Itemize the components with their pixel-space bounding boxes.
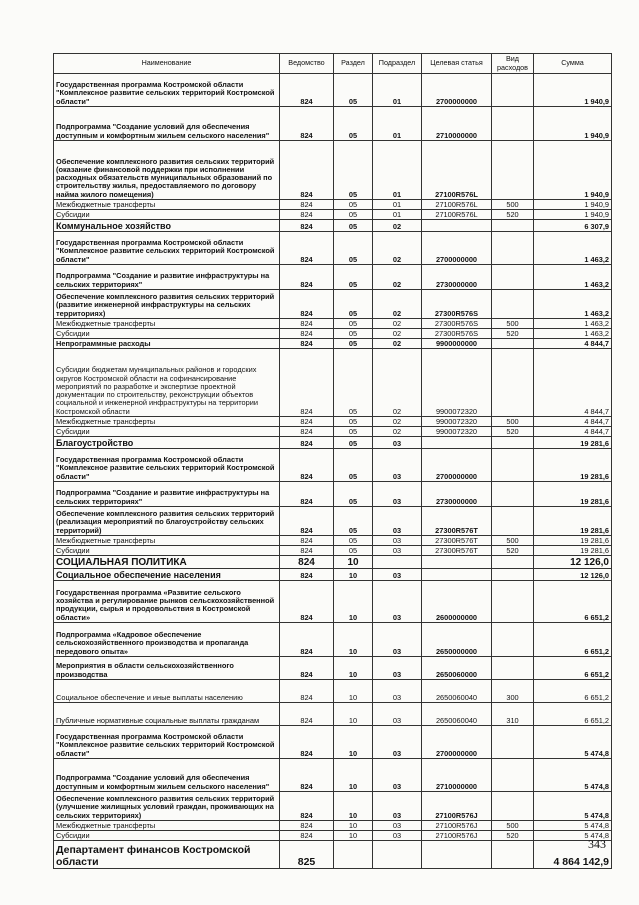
cell-name: Обеспечение комплексного развития сельских территорий (реализация мероприятий по благоустройству сельских территорий) <box>54 507 280 536</box>
cell-razdel: 10 <box>334 726 373 759</box>
cell-vedomstvo: 824 <box>280 507 334 536</box>
cell-name: Субсидии <box>54 427 280 437</box>
cell-podrazdel: 01 <box>373 210 422 220</box>
cell-statya <box>422 569 492 581</box>
cell-vedomstvo: 824 <box>280 726 334 759</box>
cell-podrazdel: 02 <box>373 290 422 319</box>
cell-statya: 9900072320 <box>422 417 492 427</box>
cell-statya: 2650060040 <box>422 703 492 726</box>
cell-vedomstvo: 824 <box>280 703 334 726</box>
cell-vid <box>492 556 534 569</box>
cell-razdel: 10 <box>334 680 373 703</box>
cell-statya <box>422 841 492 869</box>
cell-razdel: 05 <box>334 200 373 210</box>
cell-summa: 4 844,7 <box>534 427 612 437</box>
cell-name: Подпрограмма «Кадровое обеспечение сельскохозяйственного производства и пропаганда передового опыта» <box>54 623 280 657</box>
cell-razdel: 10 <box>334 657 373 680</box>
cell-vid: 500 <box>492 319 534 329</box>
table-body <box>54 74 612 869</box>
cell-vid: 520 <box>492 427 534 437</box>
cell-vedomstvo: 824 <box>280 141 334 200</box>
cell-vedomstvo: 824 <box>280 210 334 220</box>
cell-vid <box>492 623 534 657</box>
cell-name: Подпрограмма "Создание и развитие инфраструктуры на сельских территориях" <box>54 265 280 290</box>
cell-vedomstvo: 824 <box>280 107 334 141</box>
cell-summa: 19 281,6 <box>534 449 612 482</box>
cell-statya <box>422 220 492 232</box>
cell-vedomstvo: 824 <box>280 831 334 841</box>
cell-summa: 19 281,6 <box>534 546 612 556</box>
cell-name: Межбюджетные трансферты <box>54 417 280 427</box>
cell-vid <box>492 482 534 507</box>
table-row <box>54 265 612 290</box>
cell-summa: 1 940,9 <box>534 200 612 210</box>
cell-razdel: 05 <box>334 265 373 290</box>
cell-summa: 5 474,8 <box>534 821 612 831</box>
cell-summa: 6 651,2 <box>534 623 612 657</box>
cell-podrazdel: 01 <box>373 200 422 210</box>
cell-name: Социальное обеспечение населения <box>54 569 280 581</box>
cell-vid <box>492 507 534 536</box>
cell-vid <box>492 107 534 141</box>
cell-podrazdel: 01 <box>373 74 422 107</box>
cell-name: Субсидии <box>54 329 280 339</box>
cell-podrazdel: 02 <box>373 265 422 290</box>
table-row <box>54 831 612 841</box>
cell-statya: 2700000000 <box>422 449 492 482</box>
cell-name: Государственная программа «Развитие сельского хозяйства и регулирование рынков сельскохозяйственной продукции, сырья и продовольствия в Костромской области» <box>54 581 280 623</box>
table-row <box>54 329 612 339</box>
cell-name: Социальное обеспечение и иные выплаты населению <box>54 680 280 703</box>
cell-razdel: 05 <box>334 449 373 482</box>
cell-razdel: 10 <box>334 703 373 726</box>
cell-podrazdel <box>373 841 422 869</box>
cell-statya: 27100R576L <box>422 210 492 220</box>
table-row <box>54 726 612 759</box>
cell-summa: 1 463,2 <box>534 329 612 339</box>
cell-statya: 2650060000 <box>422 657 492 680</box>
table-row <box>54 232 612 265</box>
cell-vid <box>492 141 534 200</box>
table-row <box>54 821 612 831</box>
cell-vedomstvo: 824 <box>280 657 334 680</box>
cell-name: СОЦИАЛЬНАЯ ПОЛИТИКА <box>54 556 280 569</box>
cell-razdel: 05 <box>334 210 373 220</box>
cell-razdel: 05 <box>334 329 373 339</box>
cell-vedomstvo: 824 <box>280 329 334 339</box>
cell-vedomstvo: 824 <box>280 232 334 265</box>
cell-summa: 1 940,9 <box>534 210 612 220</box>
cell-podrazdel: 03 <box>373 623 422 657</box>
cell-vid <box>492 792 534 821</box>
cell-vid: 300 <box>492 680 534 703</box>
cell-podrazdel: 03 <box>373 546 422 556</box>
cell-summa: 6 651,2 <box>534 657 612 680</box>
cell-podrazdel: 03 <box>373 449 422 482</box>
cell-statya: 2700000000 <box>422 726 492 759</box>
table-row <box>54 200 612 210</box>
cell-vedomstvo: 824 <box>280 759 334 792</box>
table-row <box>54 417 612 427</box>
cell-razdel: 05 <box>334 220 373 232</box>
cell-name: Межбюджетные трансферты <box>54 319 280 329</box>
cell-vid <box>492 581 534 623</box>
cell-summa: 5 474,8 <box>534 759 612 792</box>
table-row <box>54 349 612 417</box>
cell-statya: 2730000000 <box>422 265 492 290</box>
cell-statya <box>422 556 492 569</box>
cell-podrazdel: 03 <box>373 680 422 703</box>
cell-razdel: 10 <box>334 623 373 657</box>
cell-vid: 500 <box>492 417 534 427</box>
cell-name: Субсидии <box>54 210 280 220</box>
cell-name: Государственная программа Костромской области "Комплексное развитие сельских территорий Костромской области" <box>54 74 280 107</box>
cell-razdel: 05 <box>334 232 373 265</box>
cell-statya: 27300R576T <box>422 546 492 556</box>
cell-podrazdel: 02 <box>373 232 422 265</box>
header-summa: Сумма <box>534 54 612 74</box>
cell-vedomstvo: 824 <box>280 339 334 349</box>
cell-razdel: 05 <box>334 349 373 417</box>
cell-statya: 27300R576S <box>422 329 492 339</box>
table-row <box>54 482 612 507</box>
cell-podrazdel: 03 <box>373 581 422 623</box>
cell-summa: 12 126,0 <box>534 556 612 569</box>
cell-podrazdel: 03 <box>373 507 422 536</box>
cell-summa: 19 281,6 <box>534 437 612 449</box>
cell-podrazdel: 03 <box>373 831 422 841</box>
cell-razdel: 10 <box>334 792 373 821</box>
cell-statya: 2600000000 <box>422 581 492 623</box>
table-row <box>54 290 612 319</box>
header-podrazdel: Подраздел <box>373 54 422 74</box>
cell-vedomstvo: 824 <box>280 821 334 831</box>
cell-vedomstvo: 824 <box>280 623 334 657</box>
cell-summa: 19 281,6 <box>534 482 612 507</box>
cell-vedomstvo: 824 <box>280 792 334 821</box>
cell-vedomstvo: 824 <box>280 569 334 581</box>
cell-summa: 1 463,2 <box>534 232 612 265</box>
cell-summa: 6 651,2 <box>534 703 612 726</box>
cell-summa: 6 651,2 <box>534 581 612 623</box>
cell-name: Субсидии бюджетам муниципальных районов и городских округов Костромской области на софинансирование мероприятий по разработке и экспертизе проектной документации по строительству, реконструкции объектов социальной и инженерной инфраструктуры на территории Костромской области <box>54 349 280 417</box>
cell-razdel: 05 <box>334 141 373 200</box>
cell-vid <box>492 220 534 232</box>
cell-podrazdel: 02 <box>373 329 422 339</box>
cell-razdel: 05 <box>334 507 373 536</box>
cell-vedomstvo: 824 <box>280 536 334 546</box>
cell-podrazdel: 03 <box>373 703 422 726</box>
cell-name: Коммунальное хозяйство <box>54 220 280 232</box>
cell-razdel: 10 <box>334 556 373 569</box>
header-statya: Целевая статья <box>422 54 492 74</box>
cell-statya: 2710000000 <box>422 107 492 141</box>
cell-summa: 1 940,9 <box>534 107 612 141</box>
cell-statya: 27300R576S <box>422 290 492 319</box>
cell-summa: 6 651,2 <box>534 680 612 703</box>
cell-name: Государственная программа Костромской области "Комплексное развитие сельских территорий Костромской области" <box>54 449 280 482</box>
table-row <box>54 74 612 107</box>
table-row <box>54 107 612 141</box>
cell-name: Департамент финансов Костромской области <box>54 841 280 869</box>
cell-name: Субсидии <box>54 546 280 556</box>
cell-statya: 2700000000 <box>422 74 492 107</box>
cell-summa: 6 307,9 <box>534 220 612 232</box>
cell-podrazdel: 02 <box>373 427 422 437</box>
cell-name: Непрограммные расходы <box>54 339 280 349</box>
cell-vid <box>492 841 534 869</box>
cell-vedomstvo: 824 <box>280 581 334 623</box>
cell-vedomstvo: 824 <box>280 556 334 569</box>
cell-vid: 310 <box>492 703 534 726</box>
cell-vid <box>492 349 534 417</box>
cell-vedomstvo: 824 <box>280 319 334 329</box>
cell-name: Межбюджетные трансферты <box>54 200 280 210</box>
cell-razdel: 10 <box>334 569 373 581</box>
cell-vedomstvo: 824 <box>280 265 334 290</box>
cell-razdel: 05 <box>334 546 373 556</box>
cell-name: Публичные нормативные социальные выплаты гражданам <box>54 703 280 726</box>
cell-vid <box>492 339 534 349</box>
table-row <box>54 507 612 536</box>
cell-vedomstvo: 824 <box>280 74 334 107</box>
table-row <box>54 449 612 482</box>
cell-vedomstvo: 824 <box>280 349 334 417</box>
cell-razdel: 05 <box>334 339 373 349</box>
cell-razdel: 10 <box>334 581 373 623</box>
table-row <box>54 210 612 220</box>
cell-vedomstvo: 824 <box>280 482 334 507</box>
cell-vedomstvo: 824 <box>280 290 334 319</box>
page-number: 343 <box>588 837 606 851</box>
cell-vid <box>492 657 534 680</box>
table-row <box>54 546 612 556</box>
cell-vid <box>492 759 534 792</box>
cell-name: Обеспечение комплексного развития сельских территорий (оказание финансовой поддержки при исполнении расходных обязательств муниципальных образований по строительству жилья, предоставляемого по договору найма жилого помещения) <box>54 141 280 200</box>
cell-razdel: 05 <box>334 482 373 507</box>
header-name: Наименование <box>54 54 280 74</box>
cell-name: Межбюджетные трансферты <box>54 821 280 831</box>
table-row <box>54 623 612 657</box>
table-row <box>54 536 612 546</box>
cell-name: Субсидии <box>54 831 280 841</box>
cell-summa: 19 281,6 <box>534 536 612 546</box>
cell-summa: 1 940,9 <box>534 141 612 200</box>
cell-statya: 9900072320 <box>422 349 492 417</box>
cell-vedomstvo: 824 <box>280 449 334 482</box>
cell-vid: 500 <box>492 536 534 546</box>
table-row <box>54 141 612 200</box>
cell-razdel: 05 <box>334 427 373 437</box>
cell-name: Государственная программа Костромской области "Комплексное развитие сельских территорий Костромской области" <box>54 232 280 265</box>
cell-razdel: 10 <box>334 821 373 831</box>
table-row <box>54 703 612 726</box>
table-row <box>54 339 612 349</box>
cell-summa: 1 463,2 <box>534 290 612 319</box>
table-row <box>54 841 612 869</box>
cell-podrazdel: 03 <box>373 482 422 507</box>
cell-podrazdel: 03 <box>373 536 422 546</box>
cell-vid: 500 <box>492 821 534 831</box>
table-row <box>54 680 612 703</box>
table-row <box>54 556 612 569</box>
cell-vedomstvo: 824 <box>280 680 334 703</box>
cell-vedomstvo: 824 <box>280 437 334 449</box>
table-row <box>54 220 612 232</box>
cell-name: Обеспечение комплексного развития сельских территорий (развитие инженерной инфраструктуры на сельских территориях) <box>54 290 280 319</box>
cell-podrazdel: 03 <box>373 792 422 821</box>
table-row <box>54 792 612 821</box>
cell-podrazdel: 01 <box>373 141 422 200</box>
cell-vid <box>492 290 534 319</box>
table-row <box>54 569 612 581</box>
cell-summa: 5 474,8 <box>534 831 612 841</box>
cell-vedomstvo: 824 <box>280 220 334 232</box>
table-row <box>54 437 612 449</box>
cell-vid: 520 <box>492 546 534 556</box>
cell-razdel: 10 <box>334 831 373 841</box>
cell-vid <box>492 449 534 482</box>
cell-vid <box>492 232 534 265</box>
table-row <box>54 581 612 623</box>
cell-podrazdel: 02 <box>373 319 422 329</box>
cell-name: Мероприятия в области сельскохозяйственного производства <box>54 657 280 680</box>
cell-podrazdel: 03 <box>373 657 422 680</box>
cell-vedomstvo: 825 <box>280 841 334 869</box>
cell-statya: 2650000000 <box>422 623 492 657</box>
cell-podrazdel: 01 <box>373 107 422 141</box>
cell-podrazdel: 02 <box>373 417 422 427</box>
cell-razdel: 05 <box>334 74 373 107</box>
cell-statya: 2710000000 <box>422 759 492 792</box>
cell-summa: 1 940,9 <box>534 74 612 107</box>
cell-summa: 12 126,0 <box>534 569 612 581</box>
cell-name: Подпрограмма "Создание условий для обеспечения доступным и комфортным жильем сельского населения" <box>54 107 280 141</box>
cell-statya: 27300R576S <box>422 319 492 329</box>
cell-statya: 9900072320 <box>422 427 492 437</box>
cell-name: Подпрограмма "Создание и развитие инфраструктуры на сельских территориях" <box>54 482 280 507</box>
header-razdel: Раздел <box>334 54 373 74</box>
cell-razdel: 05 <box>334 536 373 546</box>
cell-summa: 1 463,2 <box>534 265 612 290</box>
cell-podrazdel: 02 <box>373 220 422 232</box>
cell-name: Межбюджетные трансферты <box>54 536 280 546</box>
cell-name: Подпрограмма "Создание условий для обеспечения доступным и комфортным жильем сельского населения" <box>54 759 280 792</box>
cell-vid <box>492 74 534 107</box>
cell-razdel: 10 <box>334 759 373 792</box>
cell-summa: 1 463,2 <box>534 319 612 329</box>
cell-podrazdel: 02 <box>373 339 422 349</box>
cell-name: Обеспечение комплексного развития сельских территорий (улучшение жилищных условий граждан, проживающих на сельских территориях) <box>54 792 280 821</box>
table-row <box>54 427 612 437</box>
cell-statya: 27300R576T <box>422 507 492 536</box>
cell-statya: 2700000000 <box>422 232 492 265</box>
cell-podrazdel <box>373 556 422 569</box>
cell-summa: 5 474,8 <box>534 726 612 759</box>
cell-summa: 4 864 142,9 <box>534 841 612 869</box>
cell-statya: 2730000000 <box>422 482 492 507</box>
cell-vid <box>492 726 534 759</box>
cell-statya: 27100R576L <box>422 200 492 210</box>
cell-podrazdel: 03 <box>373 569 422 581</box>
cell-statya: 27100R576J <box>422 831 492 841</box>
cell-statya: 9900000000 <box>422 339 492 349</box>
table-header-row <box>54 54 612 74</box>
table-row <box>54 319 612 329</box>
budget-table <box>53 53 612 869</box>
cell-summa: 19 281,6 <box>534 507 612 536</box>
cell-statya: 27100R576L <box>422 141 492 200</box>
cell-vid: 520 <box>492 329 534 339</box>
cell-razdel: 05 <box>334 437 373 449</box>
cell-razdel: 05 <box>334 417 373 427</box>
cell-podrazdel: 03 <box>373 437 422 449</box>
cell-razdel: 05 <box>334 290 373 319</box>
cell-vedomstvo: 824 <box>280 200 334 210</box>
cell-podrazdel: 03 <box>373 821 422 831</box>
cell-statya <box>422 437 492 449</box>
cell-name: Благоустройство <box>54 437 280 449</box>
cell-vid: 520 <box>492 210 534 220</box>
cell-podrazdel: 03 <box>373 759 422 792</box>
cell-name: Государственная программа Костромской области "Комплексное развитие сельских территорий Костромской области" <box>54 726 280 759</box>
cell-podrazdel: 02 <box>373 349 422 417</box>
cell-vid: 520 <box>492 831 534 841</box>
cell-summa: 4 844,7 <box>534 339 612 349</box>
cell-vedomstvo: 824 <box>280 427 334 437</box>
cell-vid: 500 <box>492 200 534 210</box>
cell-vid <box>492 569 534 581</box>
cell-statya: 27100R576J <box>422 792 492 821</box>
cell-vid <box>492 265 534 290</box>
cell-statya: 27100R576J <box>422 821 492 831</box>
cell-summa: 5 474,8 <box>534 792 612 821</box>
cell-summa: 4 844,7 <box>534 417 612 427</box>
cell-vedomstvo: 824 <box>280 417 334 427</box>
cell-statya: 27300R576T <box>422 536 492 546</box>
cell-razdel: 05 <box>334 107 373 141</box>
cell-razdel <box>334 841 373 869</box>
header-vedomstvo: Ведомство <box>280 54 334 74</box>
cell-vid <box>492 437 534 449</box>
cell-vedomstvo: 824 <box>280 546 334 556</box>
cell-razdel: 05 <box>334 319 373 329</box>
table-row <box>54 657 612 680</box>
header-vid: Вид расходов <box>492 54 534 74</box>
cell-podrazdel: 03 <box>373 726 422 759</box>
cell-statya: 2650060040 <box>422 680 492 703</box>
cell-summa: 4 844,7 <box>534 349 612 417</box>
table-row <box>54 759 612 792</box>
